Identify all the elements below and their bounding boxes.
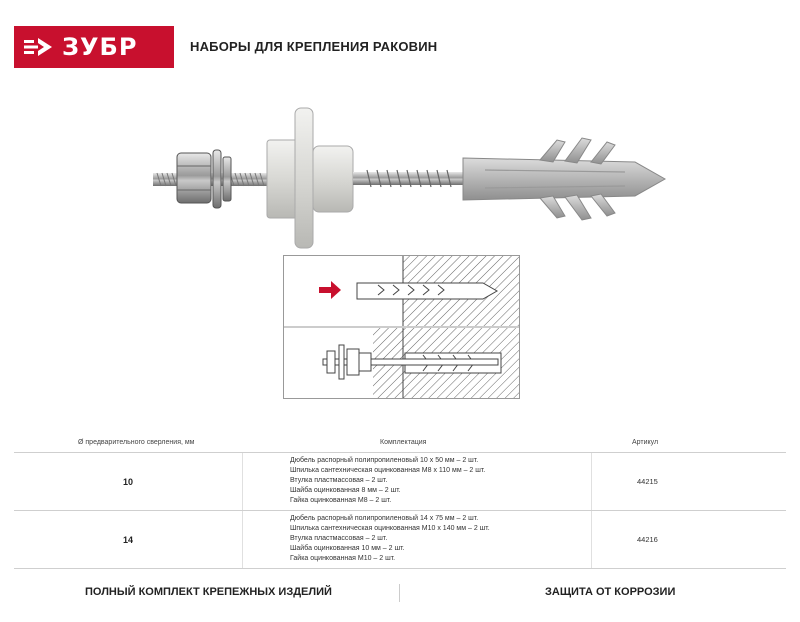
kit-item: Дюбель распорный полипропиленовый 10 х 50 мм – 2 шт. [290, 457, 479, 464]
brand-name: ЗУБР [62, 33, 138, 61]
brand-arrow-icon [24, 36, 54, 58]
kit-item: Гайка оцинкованная М8 – 2 шт. [290, 497, 392, 504]
kit-item: Шпилька сантехническая оцинкованная М10 х 140 мм – 2 шт. [290, 525, 490, 532]
kit-item: Шайба оцинкованная 10 мм – 2 шт. [290, 545, 405, 552]
table-row [14, 452, 786, 510]
kit-item: Шпилька сантехническая оцинкованная М8 х 110 мм – 2 шт. [290, 467, 486, 474]
cell-diameter: 14 [122, 534, 133, 545]
footer-divider [399, 584, 400, 602]
feature-complete-kit: ПОЛНЫЙ КОМПЛЕКТ КРЕПЕЖНЫХ ИЗДЕЛИЙ [85, 586, 332, 598]
table-row [14, 510, 786, 569]
header-kit: Комплектация [380, 439, 427, 446]
header-article: Артикул [632, 439, 659, 446]
kit-item: Шайба оцинкованная 8 мм – 2 шт. [290, 487, 401, 494]
page-title: НАБОРЫ ДЛЯ КРЕПЛЕНИЯ РАКОВИН [190, 39, 438, 54]
feature-corrosion-protection: ЗАЩИТА ОТ КОРРОЗИИ [545, 586, 676, 598]
kit-item: Втулка пластмассовая – 2 шт. [290, 477, 388, 484]
product-image [145, 100, 685, 250]
cell-kit [242, 511, 592, 568]
kit-item: Гайка оцинкованная М10 – 2 шт. [290, 555, 396, 562]
installation-diagram [283, 255, 520, 399]
cell-kit [242, 453, 592, 510]
table-header [14, 436, 786, 452]
kit-item: Втулка пластмассовая – 2 шт. [290, 535, 388, 542]
kit-item: Дюбель распорный полипропиленовый 14 х 75 мм – 2 шт. [290, 515, 479, 522]
spec-table [14, 436, 786, 569]
brand-logo [14, 26, 174, 68]
cell-diameter: 10 [122, 476, 133, 487]
header-diameter: Ø предварительного сверления, мм [78, 439, 195, 446]
cell-article: 44215 [637, 477, 658, 486]
cell-article: 44216 [637, 535, 658, 544]
